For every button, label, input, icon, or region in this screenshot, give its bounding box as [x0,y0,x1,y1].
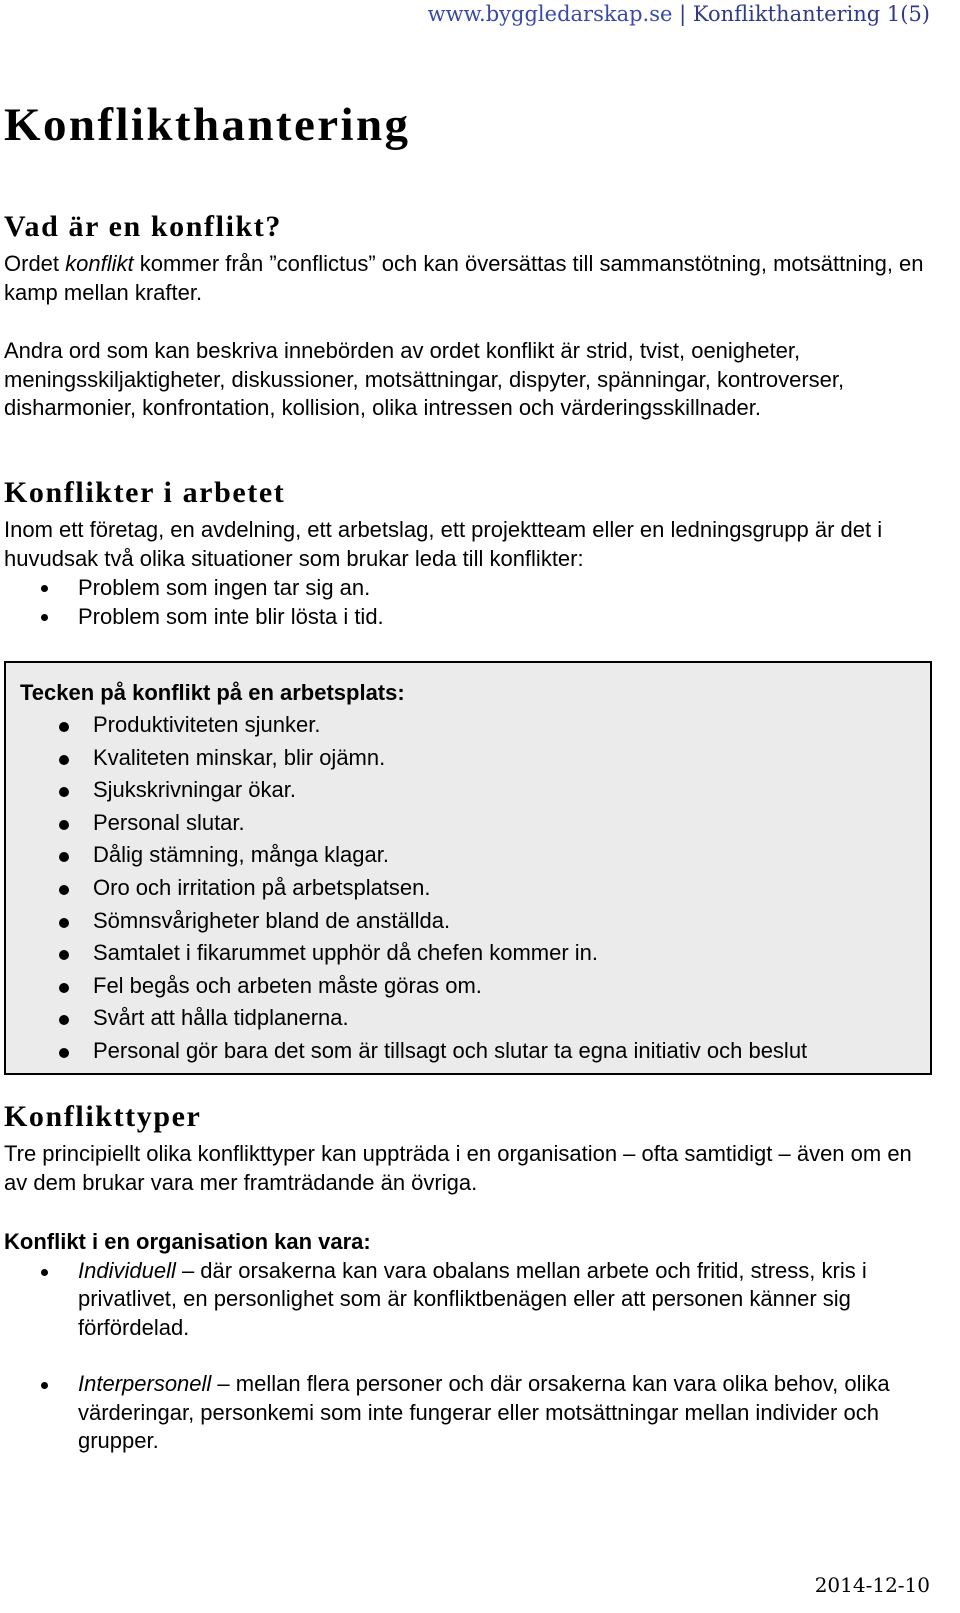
list-item: Problem som ingen tar sig an. [4,573,939,602]
section-konflikter-i-arbetet [4,476,939,631]
header-separator: | [679,2,687,26]
list-item: Fel begås och arbeten måste göras om. [6,970,807,1003]
section-heading: Konflikttyper [4,1100,202,1133]
situations-list [4,573,939,631]
term-description: – mellan flera personer och där orsakerna kan vara olika behov, olika värderingar, personkemi som inte fungerar eller motsättningar mellan individer och grupper. [78,1371,890,1453]
list-item: Dålig stämning, många klagar. [6,839,807,872]
list-item: Produktiviteten sjunker. [6,709,807,742]
list-item: Svårt att hålla tidplanerna. [6,1002,807,1035]
section-vad-ar-en-konflikt [4,210,939,307]
types-list [4,1257,939,1456]
list-item: Oro och irritation på arbetsplatsen. [6,872,807,905]
term: Individuell [78,1257,176,1283]
footer-date: 2014-12-10 [814,1573,930,1597]
list-item: Personal gör bara det som är tillsagt och slutar ta egna initiativ och beslut [6,1035,807,1068]
page-title: Konflikthantering [4,99,411,151]
paragraph-synonyms: Andra ord som kan beskriva innebörden av ordet konflikt är strid, tvist, oenigheter, meningsskiljaktigheter, diskussioner, motsättningar, dispyter, spänningar, kontroverser, disharmonier, konfrontation, kollision, olika intressen och värderingsskillnader. [4,338,845,420]
doc-page-label: Konflikthantering 1(5) [692,2,930,26]
list-item: Problem som inte blir lösta i tid. [4,602,939,631]
site-link[interactable]: www.byggledarskap.se [427,2,673,26]
section-konflikttyper [4,1100,939,1197]
signs-box [4,661,932,1075]
paragraph-situations: Inom ett företag, en avdelning, ett arbetslag, ett projektteam eller en ledningsgrupp är det i huvudsak två olika situationer som brukar leda till konflikter: [4,517,883,571]
page-header [428,0,930,28]
list-item: Kvaliteten minskar, blir ojämn. [6,742,807,775]
list-item: Sömnsvårigheter bland de anställda. [6,905,807,938]
organisation-conflict-list [4,1228,939,1456]
list-item: Personal slutar. [6,807,807,840]
term-description: – där orsakerna kan vara obalans mellan arbete och fritid, stress, kris i privatlivet, en personlighet som är konfliktbenägen eller att personen känner sig förfördelad. [78,1257,867,1340]
subheading: Konflikt i en organisation kan vara: [4,1229,371,1254]
list-item: Samtalet i fikarummet upphör då chefen kommer in. [6,937,807,970]
box-title: Tecken på konflikt på en arbetsplats: [20,680,405,705]
emphasis-text: konflikt [65,251,134,276]
text: Ordet [4,251,66,276]
term: Interpersonell [78,1371,212,1396]
paragraph-definition [4,250,939,307]
list-item: Sjukskrivningar ökar. [6,774,807,807]
section-heading: Konflikter i arbetet [4,476,286,509]
paragraph-types: Tre principiellt olika konflikttyper kan uppträda i en organisation – ofta samtidigt – även om en av dem brukar vara mer framträdande än övriga. [4,1141,912,1195]
list-item [4,1257,939,1343]
signs-list [6,709,807,1068]
list-item [4,1370,939,1456]
text: kommer från ”conflictus” och kan översättas till sammanstötning, motsättning, en kamp mellan krafter. [4,251,924,305]
section-heading: Vad är en konflikt? [4,210,282,243]
